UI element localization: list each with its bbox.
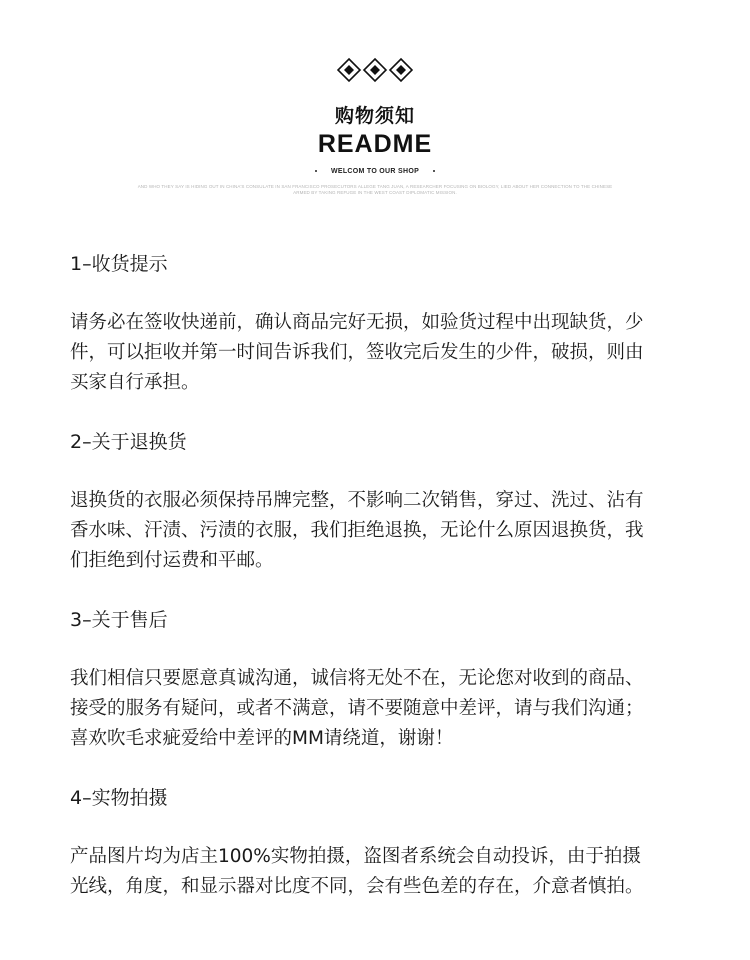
three-diamonds-icon [337,56,413,84]
section-body: 我们相信只要愿意真诚沟通，诚信将无处不在，无论您对收到的商品、 接受的服务有疑问，或者不满意，请不要随意中差评，请与我们沟通； 喜欢吹毛求疵爱给中差评的MM请绕道，谢谢！ [70,668,644,749]
section-heading: 1–收货提示 [70,253,168,275]
section-heading: 3–关于售后 [70,609,168,631]
page-header [0,0,750,210]
section-photography [70,782,700,902]
right-dot-divider [433,170,435,172]
section-heading: 4–实物拍摄 [70,787,168,809]
section-body: 产品图片均为店主100%实物拍摄，盗图者系统会自动投诉，由于拍摄 光线，角度，和显示器对比度不同，会有些色差的存在，介意者慎拍。 [70,846,644,897]
section-body: 退换货的衣服必须保持吊牌完整，不影响二次销售，穿过、洗过、沾有 香水味、汗渍、污渍的衣服，我们拒绝退换，无论什么原因退换货，我 们拒绝到付运费和平邮。 [70,490,644,571]
fineprint-line-2: ARMED BY TAKING REFUGE IN THE WEST COAST DIPLOMATIC MISSION. [293,190,457,195]
section-heading: 2–关于退换货 [70,431,187,453]
page-title-chinese: 购物须知 [334,105,415,127]
fineprint-text [125,184,625,196]
readme-content [70,248,700,930]
welcome-text: WELCOM TO OUR SHOP [330,168,420,175]
section-after-sales [70,604,700,754]
section-body: 请务必在签收快递前，确认商品完好无损，如验货过程中出现缺货，少 件，可以拒收并第一时间告诉我们，签收完后发生的少件，破损，则由 买家自行承担。 [70,312,644,393]
left-dot-divider [315,170,317,172]
fineprint-line-1: AND WHO THEY SAY IS HIDING OUT IN CHINA'S CONSULATE IN SAN FRANCISCO PROSECUTORS ALLEGE TANG JUAN, A RESEARCHER FOCUSING ON BIOLOGY, LIED ABOUT HER CONNECTION TO THE CHINESE [137,184,613,189]
page-title-english: README [317,130,433,158]
section-returns [70,426,700,576]
section-receiving [70,248,700,398]
welcome-tagline [0,168,750,175]
